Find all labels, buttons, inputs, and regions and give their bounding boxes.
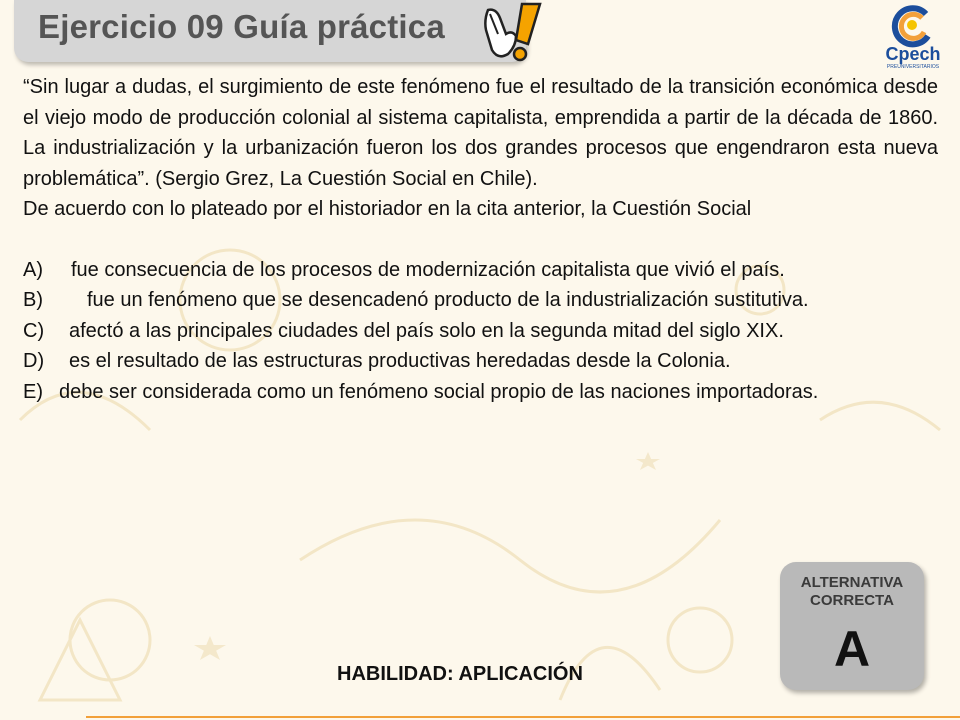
page-title: Ejercicio 09 Guía práctica — [38, 8, 445, 45]
cpech-logo-icon — [878, 4, 948, 48]
option-e[interactable] — [23, 377, 938, 408]
option-letter: A) — [23, 258, 43, 281]
option-letter: E) — [23, 380, 43, 403]
option-letter: B) — [23, 289, 43, 311]
option-text: fue un fenómeno que se desencadenó producto de la industrialización sustitutiva. — [87, 289, 809, 311]
option-text: fue consecuencia de los procesos de modernización capitalista que vivió el país. — [71, 258, 785, 281]
option-letter: D) — [23, 350, 45, 372]
cpech-logo — [878, 4, 948, 74]
question-prompt: De acuerdo con lo plateado por el historiador en la cita anterior, la Cuestión Social — [23, 198, 752, 220]
option-text: debe ser considerada como un fenómeno social propio de las naciones importadoras. — [59, 380, 819, 403]
answer-label: ALTERNATIVA CORRECTA — [800, 574, 904, 609]
pointing-hand-icon — [482, 0, 562, 66]
bottom-divider — [86, 716, 960, 718]
answer-letter: A — [833, 621, 871, 677]
question-content — [23, 72, 938, 407]
option-text: afectó a las principales ciudades del país solo en la segunda mitad del siglo XIX. — [69, 319, 784, 342]
spacer — [23, 225, 938, 255]
skill-label: HABILIDAD: APLICACIÓN — [337, 663, 583, 685]
option-letter: C) — [23, 319, 45, 342]
option-b[interactable] — [23, 285, 938, 316]
option-a[interactable] — [23, 255, 938, 286]
correct-answer-box — [780, 562, 924, 690]
option-text: es el resultado de las estructuras productivas heredadas desde la Colonia. — [69, 350, 731, 372]
logo-name: Cpech — [885, 44, 941, 64]
question-quote: “Sin lugar a dudas, el surgimiento de este fenómeno fue el resultado de la transición económica desde el viejo modo de producción colonial al sistema capitalista, emprendida a partir de la década de 1860. La industrialización y la urbanización fueron los dos grandes procesos que engendraron esta nueva problemática”. (Sergio Grez, La Cuestión Social en Chile). — [23, 76, 938, 190]
option-c[interactable] — [23, 316, 938, 347]
option-d[interactable] — [23, 346, 938, 377]
logo-tagline: PREUNIVERSITARIOS — [886, 64, 940, 70]
